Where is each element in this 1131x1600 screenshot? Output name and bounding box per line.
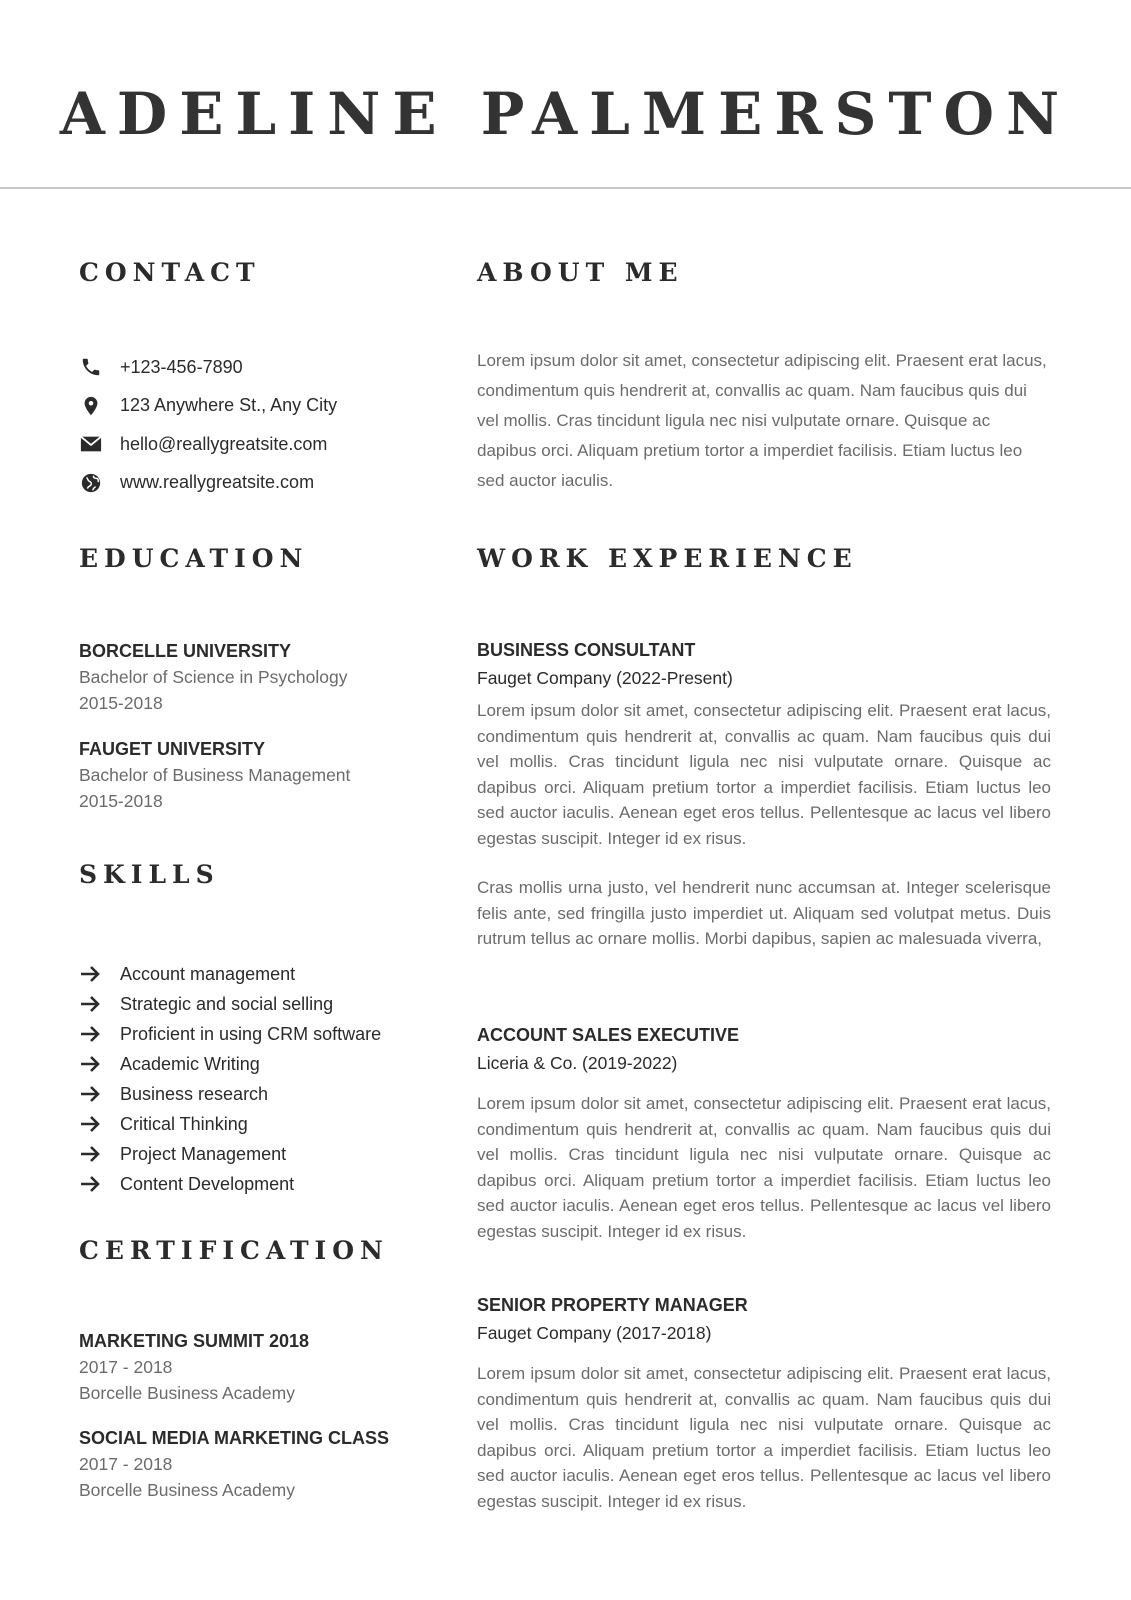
skill-label: Content Development xyxy=(120,1173,295,1194)
education-degree: Bachelor of Business Management xyxy=(79,765,351,785)
job-entry xyxy=(477,1291,1051,1514)
contact-website-text: www.reallygreatsite.com xyxy=(120,472,315,493)
skill-item xyxy=(79,1019,381,1049)
job-company: Fauget Company (2022-Present) xyxy=(477,668,733,688)
job-description: Lorem ipsum dolor sit amet, consectetur adipiscing elit. Praesent erat lacus, condimentum quis hendrerit at, convallis ac quam. Nam faucibus quis dui vel mollis. Cras tincidunt ligula nec nisi vulputate ornare. Quisque ac dapibus orci. Aliquam pretium tortor a imperdiet facilisis. Etiam luctus leo sed auctor iaculis. Aenean eget eros tellus. Pellentesque ac lacus vel libero egestas suscipit. Integer id ex risus. xyxy=(477,1364,1051,1511)
location-pin-icon xyxy=(79,394,103,418)
job-entry xyxy=(477,636,1051,952)
skill-label: Business research xyxy=(120,1083,269,1104)
certification-heading: CERTIFICATION xyxy=(79,1236,389,1265)
contact-list xyxy=(79,348,337,502)
skill-item xyxy=(79,959,381,989)
job-company: Liceria & Co. (2019-2022) xyxy=(477,1053,678,1073)
skills-list xyxy=(79,959,381,1199)
certification-issuer: Borcelle Business Academy xyxy=(79,1480,295,1500)
envelope-icon xyxy=(79,432,103,456)
arrow-right-icon xyxy=(79,1174,101,1194)
job-title: BUSINESS CONSULTANT xyxy=(477,640,696,660)
skill-label: Project Management xyxy=(120,1143,287,1164)
education-years: 2015-2018 xyxy=(79,693,163,713)
contact-heading: CONTACT xyxy=(79,258,261,287)
arrow-right-icon xyxy=(79,1024,101,1044)
education-school: BORCELLE UNIVERSITY xyxy=(79,641,292,661)
arrow-right-icon xyxy=(79,964,101,984)
skill-label: Account management xyxy=(120,963,296,984)
about-text: Lorem ipsum dolor sit amet, consectetur adipiscing elit. Praesent erat lacus, condimentum quis hendrerit at, convallis ac quam. Nam faucibus quis dui vel mollis. Cras tincidunt ligula nec nisi vulputate ornare. Quisque ac dapibus orci. Aliquam pretium tortor a imperdiet facilisis. Etiam luctus leo sed auctor iaculis. xyxy=(477,351,1047,490)
contact-website xyxy=(79,464,337,503)
skill-item xyxy=(79,989,381,1019)
arrow-right-icon xyxy=(79,1054,101,1074)
job-title: SENIOR PROPERTY MANAGER xyxy=(477,1295,748,1315)
arrow-right-icon xyxy=(79,1114,101,1134)
education-degree: Bachelor of Science in Psychology xyxy=(79,667,348,687)
candidate-name: ADELINE PALMERSTON xyxy=(59,80,1072,148)
skill-item xyxy=(79,1169,381,1199)
phone-icon xyxy=(79,355,103,379)
education-school: FAUGET UNIVERSITY xyxy=(79,739,266,759)
skill-item xyxy=(79,1139,381,1169)
job-entry xyxy=(477,1021,1051,1244)
arrow-right-icon xyxy=(79,994,101,1014)
certification-name: SOCIAL MEDIA MARKETING CLASS xyxy=(79,1428,390,1448)
contact-email xyxy=(79,425,337,464)
skill-label: Strategic and social selling xyxy=(120,993,334,1014)
certification-entry xyxy=(79,1425,439,1503)
certification-issuer: Borcelle Business Academy xyxy=(79,1383,295,1403)
contact-phone-text: +123-456-7890 xyxy=(120,356,243,377)
contact-address-text: 123 Anywhere St., Any City xyxy=(120,395,338,416)
arrow-right-icon xyxy=(79,1144,101,1164)
job-company: Fauget Company (2017-2018) xyxy=(477,1323,712,1343)
job-description: Lorem ipsum dolor sit amet, consectetur adipiscing elit. Praesent erat lacus, condimentum quis hendrerit at, convallis ac quam. Nam faucibus quis dui vel mollis. Cras tincidunt ligula nec nisi vulputate ornare. Quisque ac dapibus orci. Aliquam pretium tortor a imperdiet facilisis. Etiam luctus leo sed auctor iaculis. Aenean eget eros tellus. Pellentesque ac lacus vel libero egestas suscipit. Integer id ex risus. xyxy=(477,1094,1051,1241)
certification-name: MARKETING SUMMIT 2018 xyxy=(79,1331,310,1351)
about-heading: ABOUT ME xyxy=(477,258,684,287)
header-divider xyxy=(0,187,1131,189)
education-years: 2015-2018 xyxy=(79,791,163,811)
job-description: Lorem ipsum dolor sit amet, consectetur adipiscing elit. Praesent erat lacus, condimentum quis hendrerit at, convallis ac quam. Nam faucibus quis dui vel mollis. Cras tincidunt ligula nec nisi vulputate ornare. Quisque ac dapibus orci. Aliquam pretium tortor a imperdiet facilisis. Etiam luctus leo sed auctor iaculis. Aenean eget eros tellus. Pellentesque ac lacus vel libero egestas suscipit. Integer id ex risus. xyxy=(477,701,1051,848)
work-heading: WORK EXPERIENCE xyxy=(477,544,858,573)
certification-years: 2017 - 2018 xyxy=(79,1454,173,1474)
globe-icon xyxy=(79,471,103,495)
contact-email-text: hello@reallygreatsite.com xyxy=(120,433,328,454)
skills-heading: SKILLS xyxy=(79,860,220,889)
certification-entry xyxy=(79,1328,439,1406)
skill-item xyxy=(79,1049,381,1079)
contact-phone xyxy=(79,348,337,387)
skill-item xyxy=(79,1079,381,1109)
education-heading: EDUCATION xyxy=(79,544,309,573)
skill-label: Academic Writing xyxy=(120,1053,260,1074)
skill-item xyxy=(79,1109,381,1139)
arrow-right-icon xyxy=(79,1084,101,1104)
skill-label: Critical Thinking xyxy=(120,1113,248,1134)
job-title: ACCOUNT SALES EXECUTIVE xyxy=(477,1025,740,1045)
education-entry xyxy=(79,638,419,716)
certification-years: 2017 - 2018 xyxy=(79,1357,173,1377)
job-description: Cras mollis urna justo, vel hendrerit nunc accumsan at. Integer scelerisque felis ante, sed fringilla justo imperdiet ut. Aliquam sed volutpat metus. Duis rutrum tellus ac ornare mollis. Morbi dapibus, sapien ac malesuada viverra, xyxy=(477,878,1051,948)
education-entry xyxy=(79,736,419,814)
skill-label: Proficient in using CRM software xyxy=(120,1023,382,1044)
contact-address xyxy=(79,387,337,426)
resume-header xyxy=(0,0,1131,188)
